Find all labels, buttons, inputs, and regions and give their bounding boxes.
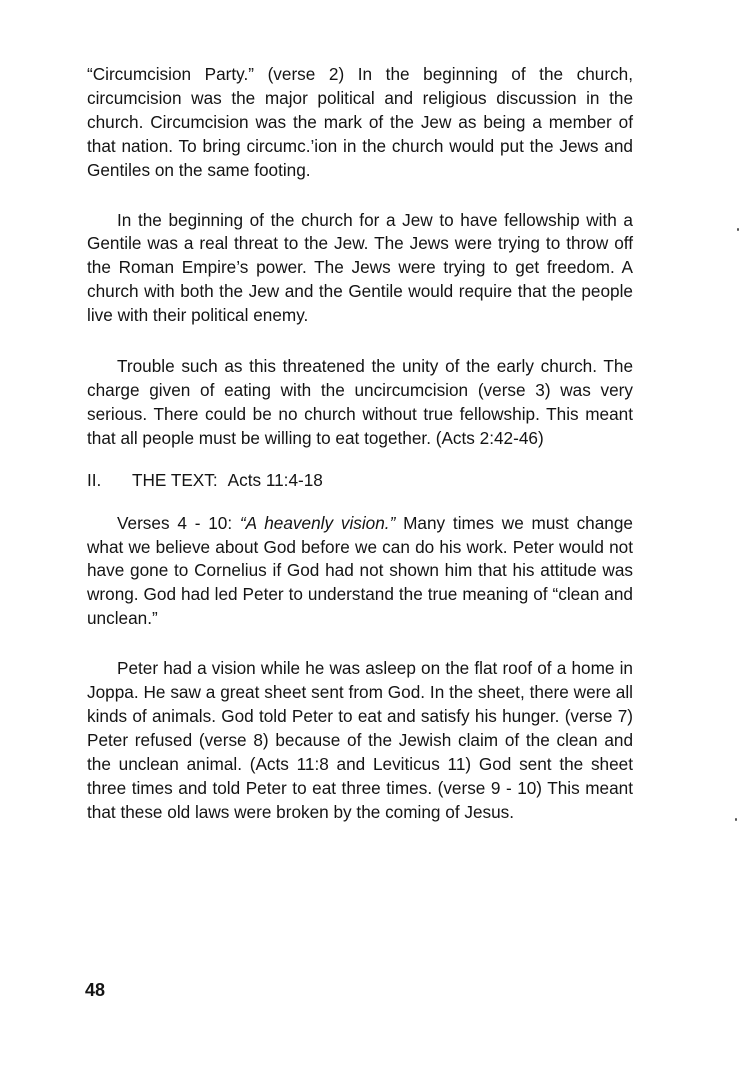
- paragraph-heavenly-vision: [87, 512, 633, 632]
- vision-title: “A heavenly vision.”: [239, 512, 396, 533]
- scan-speck: [735, 818, 737, 821]
- section-reference: Acts 11:4-18: [227, 469, 323, 490]
- paragraph-peter-vision: Peter had a vision while he was asleep on the flat roof of a home in Joppa. He saw a great sheet sent from God. In the sheet, there were all kinds of animals. God told Peter to eat and satisfy his hunger. (verse 7) Peter refused (verse 8) because of the Jewish claim of the clean and the unclean animal. (Acts 11:8 and Leviticus 11) God sent the sheet three times and told Peter to eat three times. (verse 9 - 10) This meant that these old laws were broken by the coming of Jesus.: [87, 658, 633, 822]
- scan-speck: [737, 228, 739, 231]
- paragraph-circumcision-party: “Circumcision Party.” (verse 2) In the beginning of the church, circumcision was the major political and religious discussion in the church. Circumcision was the mark of the Jew as being a member of that nation. To bring circumc.’ion in the church would put the Jews and Gentiles on the same footing.: [87, 64, 633, 180]
- section-heading: [87, 469, 633, 493]
- verses-lead: Verses 4 - 10:: [117, 512, 233, 533]
- section-title: THE TEXT:: [132, 469, 218, 490]
- paragraph-fellowship-threat: In the beginning of the church for a Jew to have fellowship with a Gentile was a real threat to the Jew. The Jews were trying to throw off the Roman Empire’s power. The Jews were trying to get freedom. A church with both the Jew and the Gentile would require that the people live with their political enemy.: [87, 209, 633, 326]
- paragraph-unity-trouble: Trouble such as this threatened the unity of the early church. The charge given of eating with the uncircumcision (verse 3) was very serious. There could be no church without true fellowship. This meant that all people must be willing to eat together. (Acts 2:42-46): [87, 356, 633, 448]
- section-number: II.: [87, 469, 102, 490]
- text-column: [87, 63, 633, 824]
- vision-body: Many times we must change what we believe about God before we can do his work. Peter would not have gone to Cornelius if God had not shown him that his attitude was wrong. God had led Peter to understand the true meaning of “clean and unclean.”: [87, 512, 633, 629]
- page-number: 48: [85, 980, 106, 1000]
